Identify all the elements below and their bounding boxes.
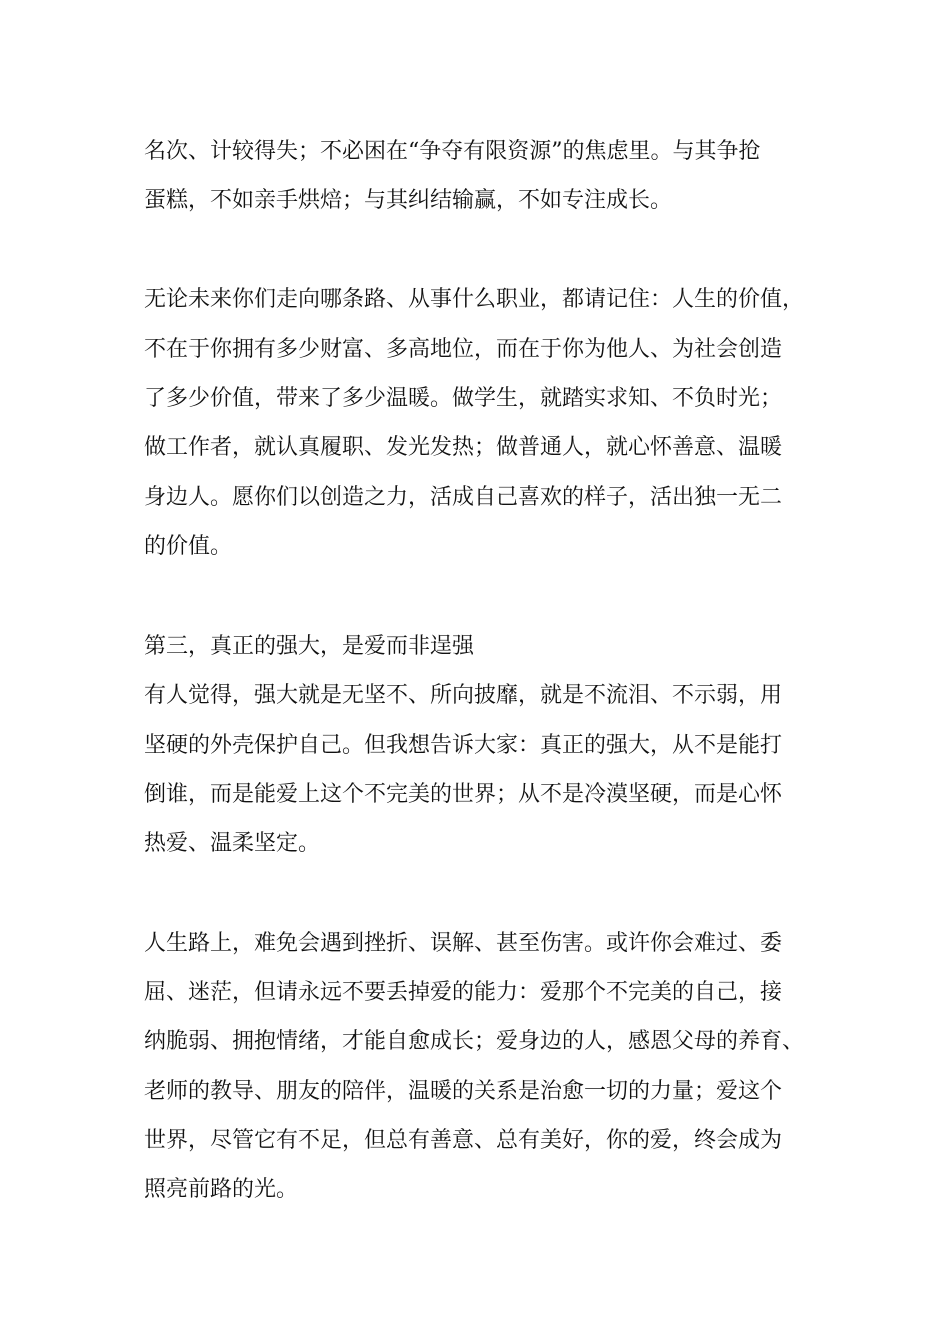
section-heading: 第三，真正的强大，是爱而非逞强 (144, 634, 475, 659)
paragraph-2-line-3: 了多少价值，带来了多少温暖。做学生，就踏实求知、不负时光； (144, 386, 783, 411)
paragraph-4-line-4: 老师的教导、朋友的陪伴，温暖的关系是治愈一切的力量；爱这个 (144, 1079, 783, 1104)
paragraph-4-line-1: 人生路上，难免会遇到挫折、误解、甚至伤害。或许你会难过、委 (144, 931, 783, 956)
paragraph-2-line-6: 的价值。 (144, 534, 233, 559)
paragraph-3-line-1: 有人觉得，强大就是无坚不、所向披靡，就是不流泪、不示弱，用 (144, 683, 783, 708)
paragraph-1-line-2: 蛋糕，不如亲手烘焙；与其纠结输赢，不如专注成长。 (144, 188, 673, 213)
paragraph-3-line-3: 倒谁，而是能爱上这个不完美的世界；从不是冷漠坚硬，而是心怀 (144, 782, 783, 807)
paragraph-2-line-4: 做工作者，就认真履职、发光发热；做普通人，就心怀善意、温暖 (144, 435, 783, 460)
paragraph-4-line-6: 照亮前路的光。 (144, 1177, 299, 1202)
paragraph-3-line-2: 坚硬的外壳保护自己。但我想告诉大家：真正的强大，从不是能打 (144, 733, 783, 758)
paragraph-4-line-3: 纳脆弱、拥抱情绪，才能自愈成长；爱身边的人，感恩父母的养育、 (144, 1029, 805, 1054)
paragraph-1-line-1: 名次、计较得失；不必困在“争夺有限资源”的焦虑里。与其争抢 (144, 139, 761, 164)
paragraph-4-line-2: 屈、迷茫，但请永远不要丢掉爱的能力：爱那个不完美的自己，接 (144, 980, 783, 1005)
paragraph-3-line-4: 热爱、温柔坚定。 (144, 831, 321, 856)
paragraph-4-line-5: 世界，尽管它有不足，但总有善意、总有美好，你的爱，终会成为 (144, 1128, 783, 1153)
paragraph-2-line-5: 身边人。愿你们以创造之力，活成自己喜欢的样子，活出独一无二 (144, 485, 783, 510)
paragraph-2-line-1: 无论未来你们走向哪条路、从事什么职业，都请记住：人生的价值， (144, 287, 805, 312)
paragraph-2-line-2: 不在于你拥有多少财富、多高地位，而在于你为他人、为社会创造 (144, 337, 783, 362)
